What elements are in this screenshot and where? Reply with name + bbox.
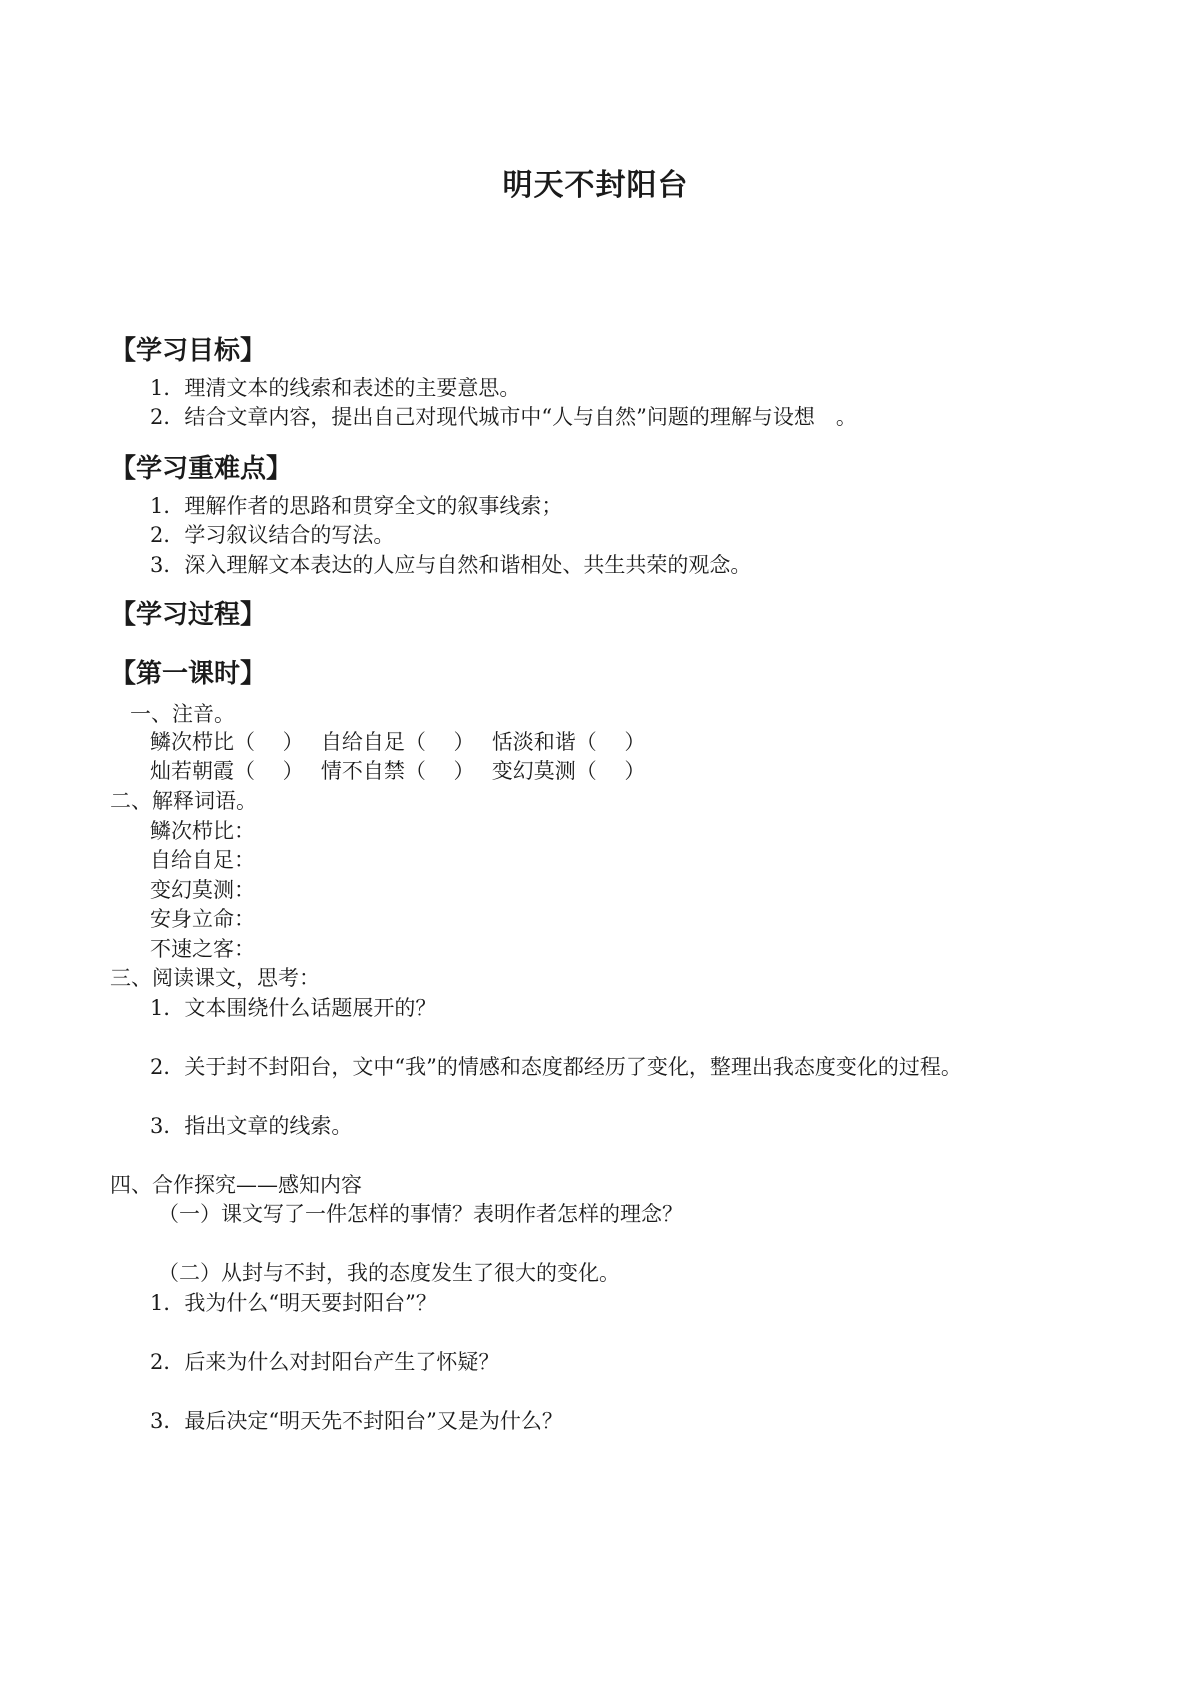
question-item: 3．最后决定“明天先不封阳台”又是为什么？ [150,1409,563,1433]
inquiry-sub-1: （一）课文写了一件怎样的事情？表明作者怎样的理念？ [158,1202,683,1226]
term-item: 变幻莫测： [150,878,255,902]
question-item: 1．文本围绕什么话题展开的？ [150,996,437,1020]
part4-heading: 四、合作探究——感知内容 [110,1173,362,1197]
lesson-heading: 【第一课时】 [110,659,267,689]
key-point-item: 2．学习叙议结合的写法。 [150,523,395,547]
key-points-heading: 【学习重难点】 [110,454,293,484]
process-heading: 【学习过程】 [110,600,267,630]
goal-item: 1．理清文本的线索和表述的主要意思。 [150,376,521,400]
part2-heading: 二、解释词语。 [110,789,257,813]
question-item: 2．关于封不封阳台，文中“我”的情感和态度都经历了变化，整理出我态度变化的过程。 [150,1055,962,1079]
key-point-item: 3．深入理解文本表达的人应与自然和谐相处、共生共荣的观念。 [150,553,752,577]
pinyin-row-1: 鳞次栉比（ ） 自给自足（ ） 恬淡和谐（ ） [150,730,646,754]
goal-item: 2．结合文章内容，提出自己对现代城市中“人与自然”问题的理解与设想 。 [150,405,857,429]
part3-heading: 三、阅读课文，思考： [110,966,320,990]
pinyin-row-2: 灿若朝霞（ ） 情不自禁（ ） 变幻莫测（ ） [150,759,646,783]
term-item: 不速之客： [150,937,255,961]
page-title: 明天不封阳台 [502,168,689,203]
term-item: 鳞次栉比： [150,819,255,843]
inquiry-sub-2: （二）从封与不封，我的态度发生了很大的变化。 [158,1261,620,1285]
key-point-item: 1．理解作者的思路和贯穿全文的叙事线索； [150,494,563,518]
question-item: 2．后来为什么对封阳台产生了怀疑？ [150,1350,500,1374]
term-item: 自给自足： [150,848,255,872]
term-item: 安身立命： [150,907,255,931]
question-item: 3．指出文章的线索。 [150,1114,353,1138]
goals-heading: 【学习目标】 [110,336,267,366]
part1-heading: 一、注音。 [130,702,235,726]
question-item: 1．我为什么“明天要封阳台”？ [150,1291,437,1315]
